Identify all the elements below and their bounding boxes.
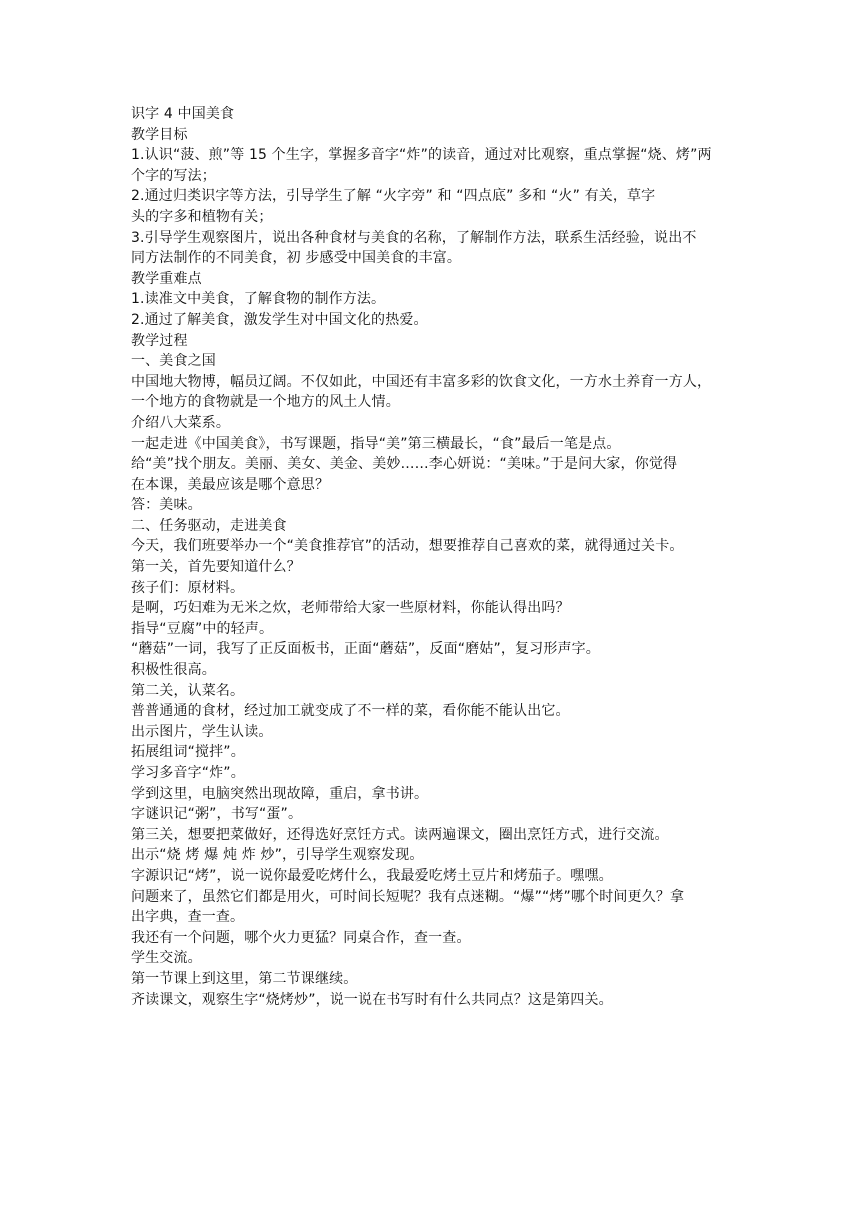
text-line: 一、美食之国 [131,353,216,370]
text-line: 拓展组词“搅拌”。 [131,744,245,761]
text-line: 介绍八大菜系。 [131,414,231,431]
text-line: 中国地大物博，幅员辽阔。不仅如此，中国还有丰富多彩的饮食文化，一方水土养育一方人， [131,373,712,390]
text-line: 个字的写法； [131,167,216,184]
text-line: 学到这里，电脑突然出现故障，重启，拿书讲。 [131,785,429,802]
text-line: 给“美”找个朋友。美丽、美女、美金、美妙……李心妍说：“美味。”于是问大家，你觉得 [131,456,678,473]
text-line: 教学过程 [131,332,188,349]
text-line: 2.通过了解美食，激发学生对中国文化的热爱。 [131,311,428,328]
text-line: 学生交流。 [131,950,202,967]
text-line: 1.读准文中美食，了解食物的制作方法。 [131,291,386,308]
text-line: 一起走进《中国美食》，书写课题，指导“美”第三横最长，“食”最后一笔是点。 [131,435,621,452]
text-line: 出字典，查一查。 [131,909,245,926]
text-line: 普普通通的食材，经过加工就变成了不一样的菜，看你能不能认出它。 [131,703,570,720]
text-line: 教学目标 [131,126,188,143]
text-line: 2.通过归类识字等方法，引导学生了解 “火字旁” 和 “四点底” 多和 “火” 有关，草字 [131,188,656,205]
text-line: 第二关，认菜名。 [131,682,245,699]
text-line: “蘑菇”一词，我写了正反面板书，正面“蘑菇”，反面“磨姑”，复习形声字。 [131,641,600,658]
text-line: 第一节课上到这里，第二节课继续。 [131,970,358,987]
text-line: 字源识记“烤”，说一说你最爱吃烤什么，我最爱吃烤土豆片和烤茄子。嘿嘿。 [131,867,613,884]
text-line: 字谜识记“粥”，书写“蛋”。 [131,806,303,823]
text-line: 头的字多和植物有关； [131,208,273,225]
text-line: 齐读课文，观察生字“烧烤炒”，说一说在书写时有什么共同点？这是第四关。 [131,991,613,1008]
text-line: 同方法制作的不同美食，初 步感受中国美食的丰富。 [131,250,462,267]
text-line: 3.引导学生观察图片，说出各种食材与美食的名称，了解制作方法，联系生活经验，说出不 [131,229,697,246]
text-line: 出示图片，学生认读。 [131,723,273,740]
text-line: 在本课，美最应该是哪个意思？ [131,476,330,493]
text-line: 识字 4 中国美食 [131,106,235,122]
text-line: 问题来了，虽然它们都是用火，可时间长短呢？我有点迷糊。“爆”“烤”哪个时间更久？拿 [131,888,685,905]
text-line: 指导“豆腐”中的轻声。 [131,620,274,637]
text-line: 1.认识“菠、煎”等 15 个生字，掌握多音字“炸”的读音，通过对比观察，重点掌握“烧、烤”两 [131,147,712,164]
text-line: 第一关，首先要知道什么？ [131,559,301,576]
text-line: 出示“烧 烤 爆 炖 炸 炒”，引导学生观察发现。 [131,847,424,864]
text-line: 第三关，想要把菜做好，还得选好烹饪方式。读两遍课文，圈出烹饪方式，进行交流。 [131,826,669,843]
text-line: 教学重难点 [131,270,202,287]
text-line: 我还有一个问题，哪个火力更猛？同桌合作，查一查。 [131,929,471,946]
text-line: 学习多音字“炸”。 [131,765,245,781]
text-line: 二、任务驱动，走进美食 [131,517,287,534]
text-line: 今天，我们班要举办一个“美食推荐官”的活动，想要推荐自己喜欢的菜，就得通过关卡。 [131,538,684,555]
text-line: 积极性很高。 [131,662,216,679]
text-line: 孩子们：原材料。 [131,579,245,596]
text-line: 一个地方的食物就是一个地方的风土人情。 [131,394,400,411]
text-line: 是啊，巧妇难为无米之炊，老师带给大家一些原材料，你能认得出吗？ [131,600,570,617]
document-page [131,104,731,1010]
text-line: 答：美味。 [131,497,202,514]
